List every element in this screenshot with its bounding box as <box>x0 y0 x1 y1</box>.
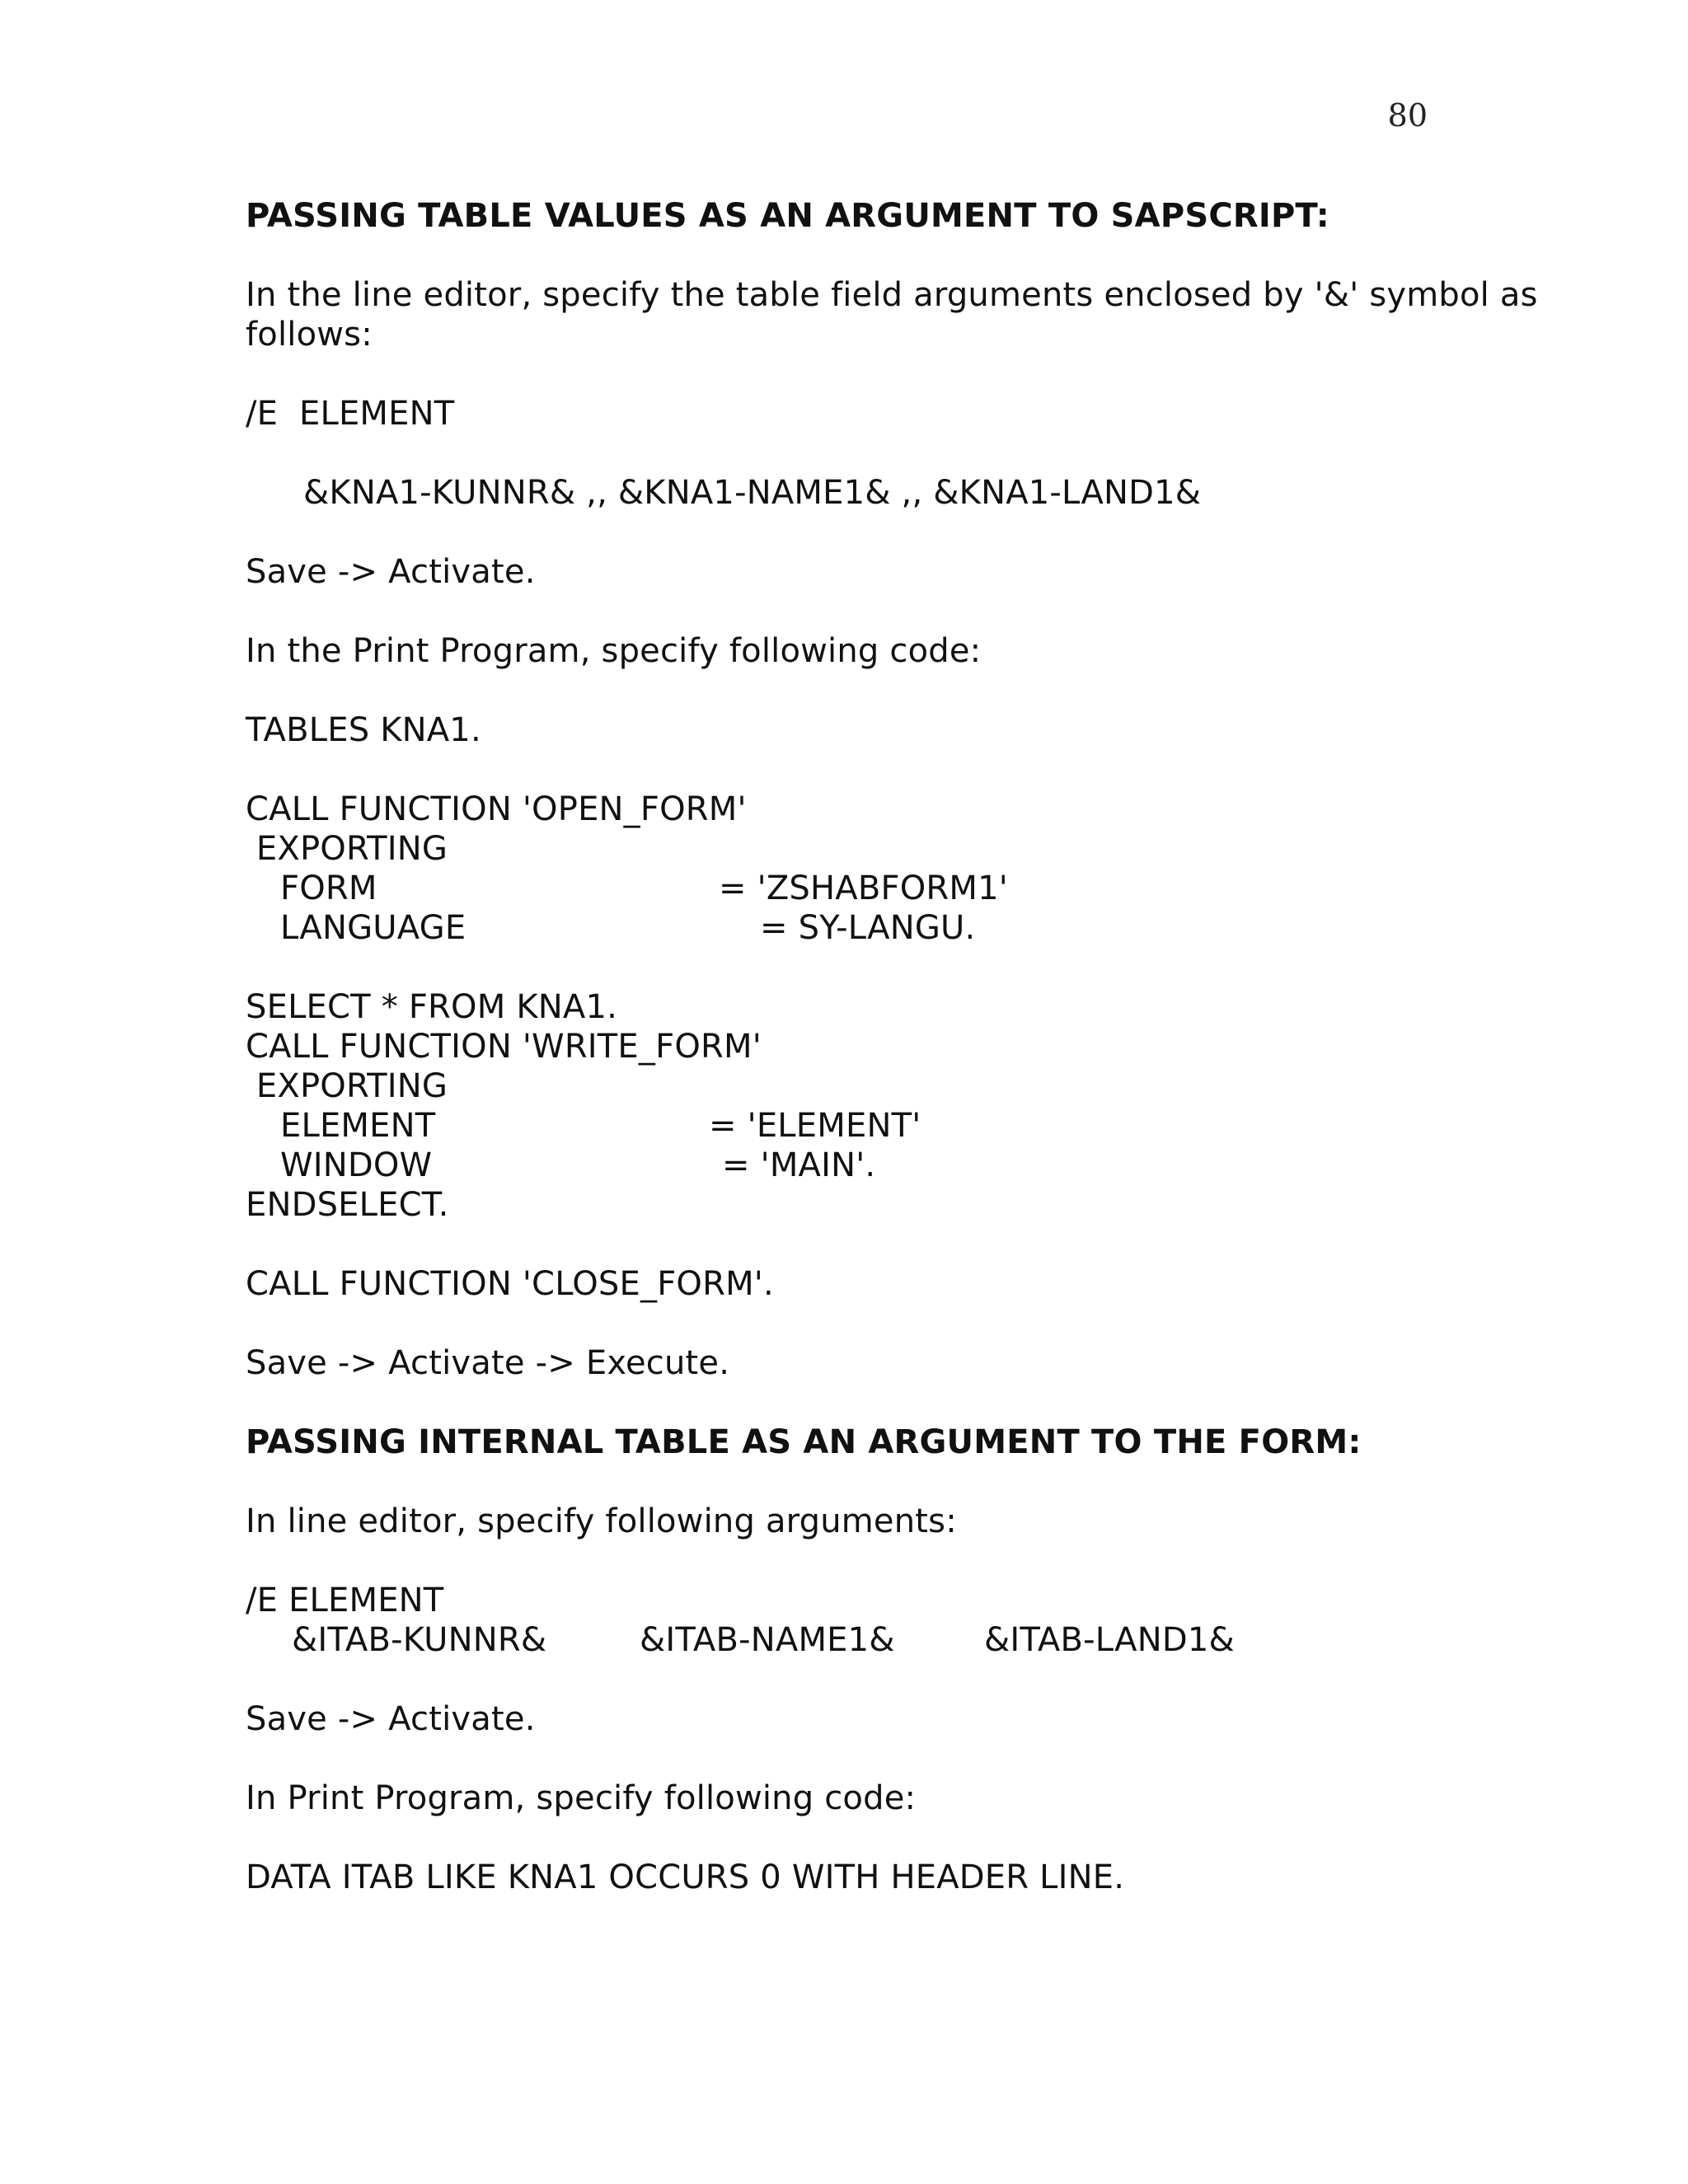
code-close-form-call: CALL FUNCTION 'CLOSE_FORM'. <box>246 1265 774 1303</box>
code-element-value: = 'ELEMENT' <box>709 1107 921 1145</box>
code-tables: TABLES KNA1. <box>246 711 481 749</box>
code-form-value: = 'ZSHABFORM1' <box>719 869 1008 907</box>
element-line: /E ELEMENT <box>246 395 455 433</box>
code-window-param: WINDOW <box>280 1146 433 1184</box>
code-write-exporting: EXPORTING <box>246 1067 448 1105</box>
section-heading-table-values: PASSING TABLE VALUES AS AN ARGUMENT TO SAPSCRIPT: <box>246 197 1329 235</box>
itab-argument-land1: &ITAB-LAND1& <box>984 1621 1235 1659</box>
code-data-statement: DATA ITAB LIKE KNA1 OCCURS 0 WITH HEADER LINE. <box>246 1858 1125 1896</box>
save-activate-instruction-2: Save -> Activate. <box>246 1700 536 1738</box>
code-endselect: ENDSELECT. <box>246 1186 449 1224</box>
save-activate-execute-instruction: Save -> Activate -> Execute. <box>246 1344 730 1382</box>
print-program-intro-2: In Print Program, specify following code: <box>246 1779 917 1817</box>
element-line-2: /E ELEMENT <box>246 1582 444 1619</box>
arguments-line: &KNA1-KUNNR& ,, &KNA1-NAME1& ,, &KNA1-LAND1& <box>303 474 1202 512</box>
code-open-exporting: EXPORTING <box>246 830 448 868</box>
code-form-param: FORM <box>280 869 377 907</box>
code-select: SELECT * FROM KNA1. <box>246 988 618 1026</box>
intro-paragraph-line-1: In the line editor, specify the table field arguments enclosed by '&' symbol as <box>246 276 1538 314</box>
code-element-param: ELEMENT <box>280 1107 436 1145</box>
print-program-intro: In the Print Program, specify following code: <box>246 632 982 670</box>
line-editor-intro: In line editor, specify following arguments: <box>246 1502 957 1540</box>
code-language-value: = SY-LANGU. <box>760 909 976 947</box>
section-heading-internal-table: PASSING INTERNAL TABLE AS AN ARGUMENT TO THE FORM: <box>246 1423 1362 1461</box>
itab-argument-name1: &ITAB-NAME1& <box>640 1621 895 1659</box>
code-window-value: = 'MAIN'. <box>722 1146 876 1184</box>
save-activate-instruction: Save -> Activate. <box>246 553 536 591</box>
intro-paragraph-line-2: follows: <box>246 316 373 354</box>
code-write-form-call: CALL FUNCTION 'WRITE_FORM' <box>246 1028 762 1066</box>
code-language-param: LANGUAGE <box>280 909 467 947</box>
itab-argument-kunnr: &ITAB-KUNNR& <box>292 1621 547 1659</box>
code-open-form-call: CALL FUNCTION 'OPEN_FORM' <box>246 790 747 828</box>
page-number: 80 <box>1387 97 1428 134</box>
